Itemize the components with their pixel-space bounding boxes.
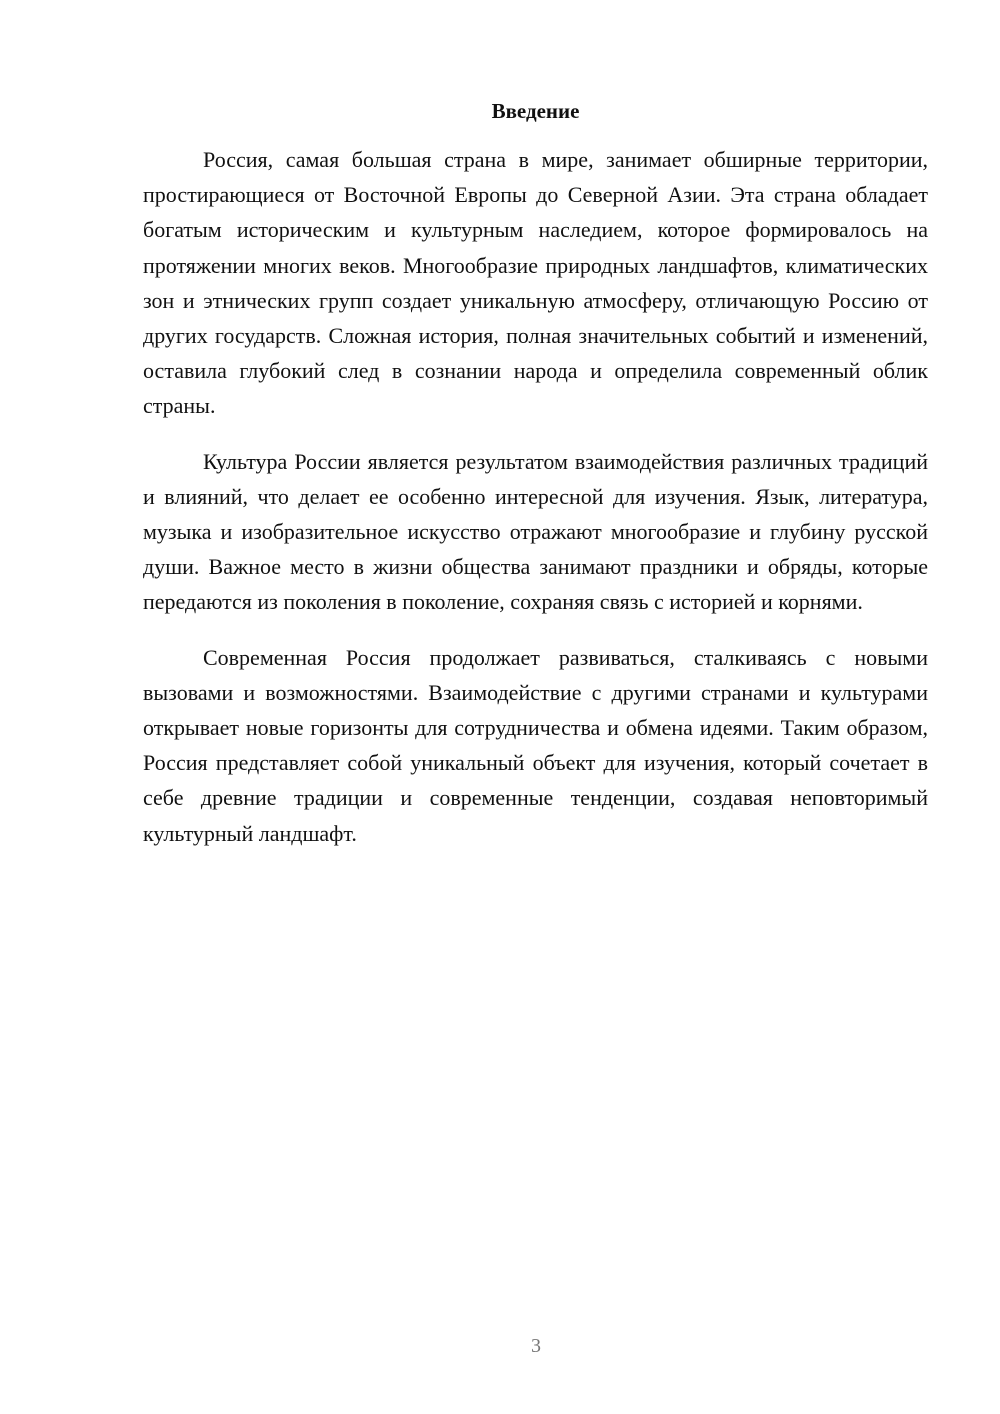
paragraph-1: Россия, самая большая страна в мире, занимает обширные территории, простирающиеся от Восточной Европы до Северной Азии. Эта страна обладает богатым историческим и культурным наследием, которое формировалось на протяжении многих веков. Многообразие природных ландшафтов, климатических зон и этнических групп создает уникальную атмосферу, отличающую Россию от других государств. Сложная история, полная значительных событий и изменений, оставила глубокий след в сознании народа и определила современный облик страны. — [143, 147, 928, 419]
paragraph-2: Культура России является результатом взаимодействия различных традиций и влияний, что делает ее особенно интересной для изучения. Язык, литература, музыка и изобразительное искусство отражают многообразие и глубину русской души. Важное место в жизни общества занимают праздники и обряды, которые передаются из поколения в поколение, сохраняя связь с историей и корнями. — [143, 448, 928, 615]
section-title: Введение — [491, 99, 580, 123]
body-text — [143, 142, 928, 871]
paragraph-3: Современная Россия продолжает развиваться, сталкиваясь с новыми вызовами и возможностями. Взаимодействие с другими странами и культурами открывает новые горизонты для сотрудничества и обмена идеями. Таким образом, Россия представляет собой уникальный объект для изучения, который сочетает в себе древние традиции и современные тенденции, создавая неповторимый культурный ландшафт. — [143, 644, 928, 846]
page-number: 3 — [531, 1335, 541, 1357]
